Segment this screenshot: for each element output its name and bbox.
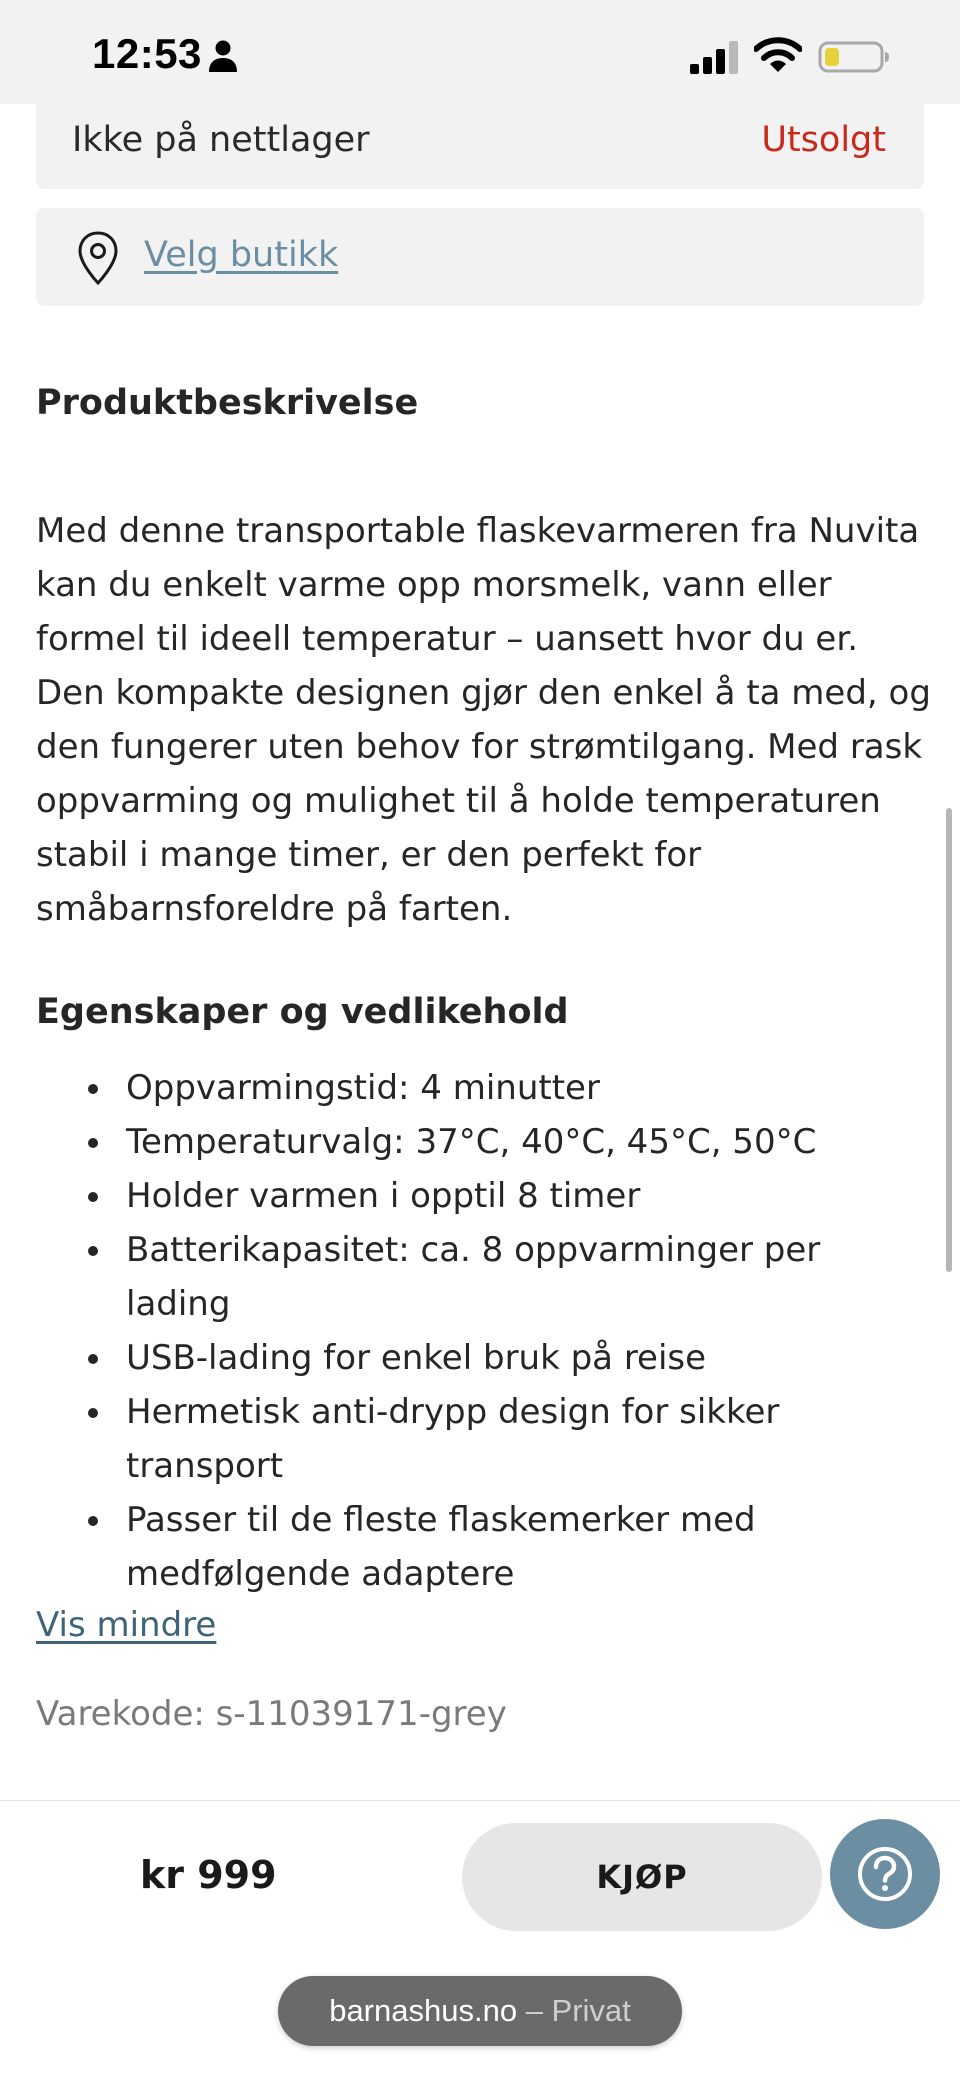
choose-store-row[interactable] [36,208,924,306]
browser-private-mode: Privat [551,1993,631,2028]
list-item: Temperaturvalg: 37°C, 40°C, 45°C, 50°C [36,1115,916,1169]
choose-store-link[interactable]: Velg butikk [144,235,339,275]
browser-domain: barnashus.no [329,1993,518,2028]
signal-icon [690,40,742,74]
purchase-bar [0,1800,960,2077]
status-time: 12:53 [92,30,202,77]
show-less-link[interactable]: Vis mindre [36,1605,217,1645]
battery-icon [818,40,890,74]
list-item: USB-lading for enkel bruk på reise [36,1331,916,1385]
description-heading: Produktbeskrivelse [36,383,419,423]
description-text: Med denne transportable flaskevarmeren fra Nuvita kan du enkelt varme opp morsmelk, vann eller formel til ideell temperatur – uansett hvor du er. Den kompakte designen gjør den enkel å ta med, og den fungerer uten behov for strømtilgang. Med rask oppvarming og mulighet til å holde temperaturen stabil i mange timer, er den perfekt for småbarnsforeldre på farten. [36,511,931,929]
stock-status: Utsolgt [761,120,886,160]
properties-heading: Egenskaper og vedlikehold [36,992,569,1032]
list-item: Oppvarmingstid: 4 minutter [36,1061,916,1115]
help-button[interactable] [830,1819,940,1929]
list-item: Batterikapasitet: ca. 8 oppvarminger per lading [36,1223,916,1331]
stock-availability [36,104,924,189]
list-item: Hermetisk anti-drypp design for sikker transport [36,1385,916,1493]
status-bar [0,0,960,104]
map-pin-icon [76,230,120,286]
sku-value: s-11039171-grey [215,1694,507,1734]
browser-address-pill[interactable] [278,1976,682,2046]
stock-label: Ikke på nettlager [72,120,370,160]
list-item: Passer til de fleste flaskemerker med medfølgende adaptere [36,1493,916,1601]
list-item: Holder varmen i opptil 8 timer [36,1169,916,1223]
price: kr 999 [140,1853,277,1897]
sku-label: Varekode: [36,1694,205,1734]
browser-separator: – [517,1993,552,2028]
person-icon [208,40,238,72]
sku-line [36,1694,507,1734]
question-circle-icon [856,1845,914,1903]
wifi-icon [754,36,802,74]
properties-list [36,1061,916,1601]
page-scrollbar[interactable] [946,808,952,1272]
buy-button[interactable]: KJØP [462,1823,822,1931]
